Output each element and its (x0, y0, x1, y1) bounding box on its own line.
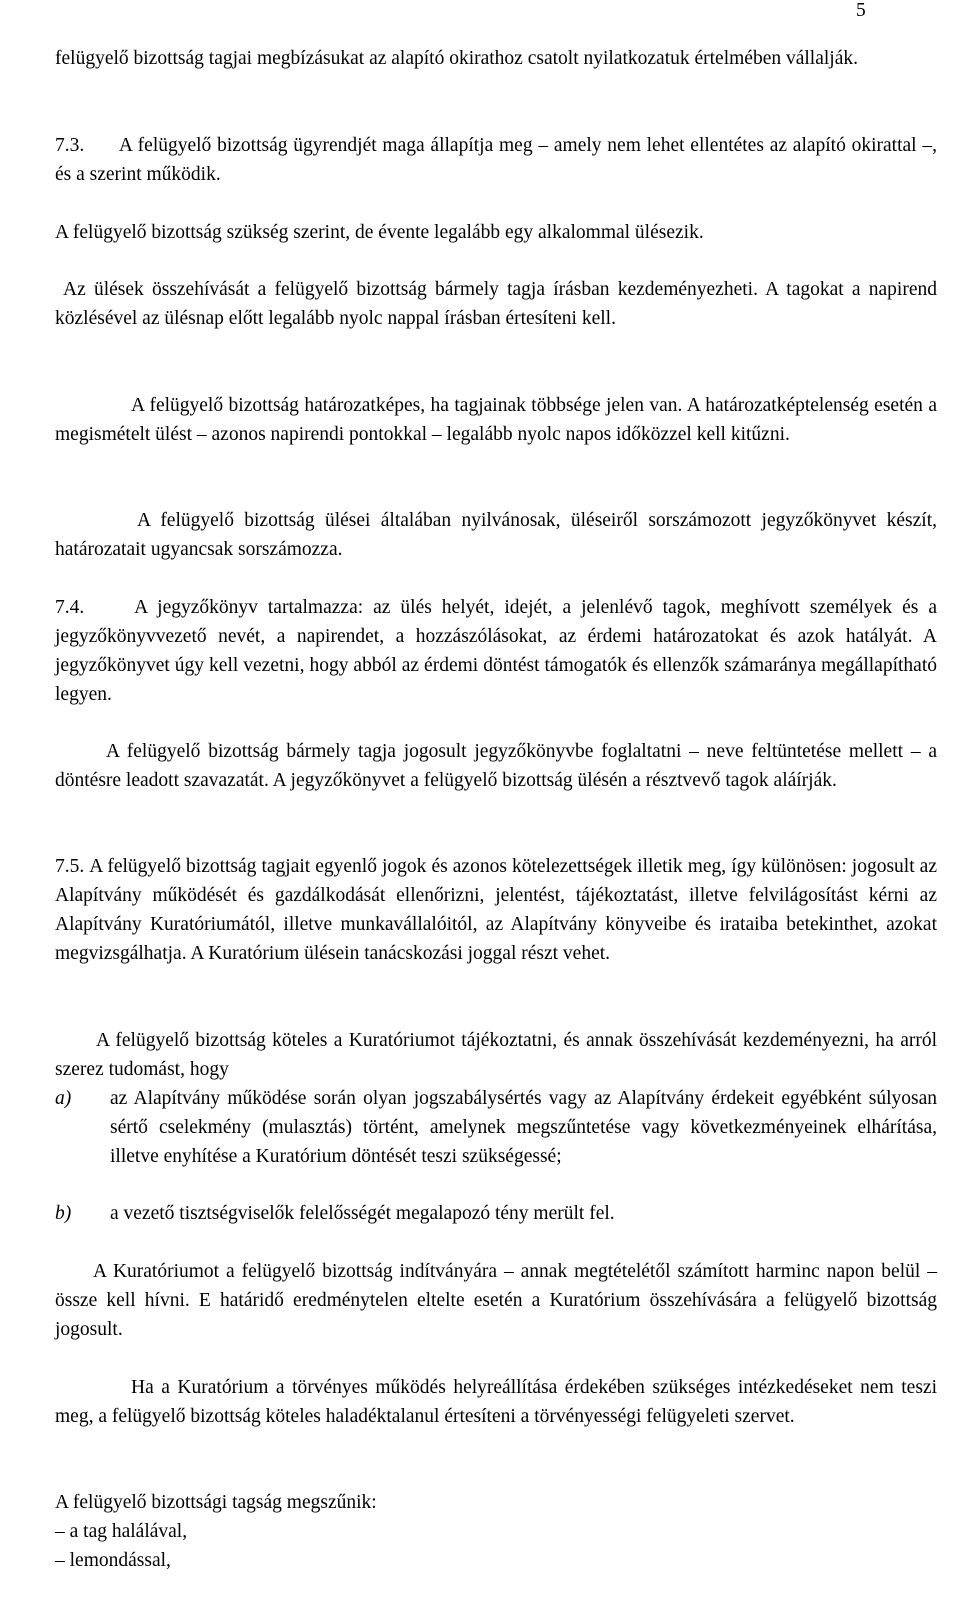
paragraph-membership: felügyelő bizottság tagjai megbízásukat az alapító okirathoz csatolt nyilatkozatuk értelmében vállalják. (55, 48, 858, 69)
section-text: A felügyelő bizottság tagjait egyenlő jogok és azonos kötelezettségek illetik meg, így különösen: jogosult az Alapítvány működését és gazdálkodását ellenőrizni, jelentést, tájékoztatást, illetve felvilágosítást kérni az Alapítvány Kuratóriumától, illetve munkavállalóitól, az Alapítvány könyveibe és irataiba betekinthet, azokat megvizsgálhatja. A Kuratórium ülésein tanácskozási joggal részt vehet. (55, 856, 937, 964)
section-7-5 (55, 852, 937, 968)
section-7-4 (55, 593, 937, 709)
dash-item-resignation: – lemondással, (55, 1550, 171, 1571)
section-text: A jegyzőkönyv tartalmazza: az ülés helyét, idejét, a jelenlévő tagok, meghívott személyek és a jegyzőkönyvvezető nevét, a napirendet, a hozzászólásokat, az érdemi határozatokat és azok hatályát. A jegyzőkönyvet úgy kell vezetni, hogy abból az érdemi döntést támogatók és ellenzők számaránya megállapítható legyen. (55, 597, 937, 705)
list-marker: a) (55, 1088, 72, 1109)
paragraph-meetings: A felügyelő bizottság szükség szerint, de évente legalább egy alkalommal ülésezik. (55, 222, 704, 243)
list-item-b (55, 1199, 937, 1228)
section-7-3 (55, 131, 937, 189)
paragraph-minutes-vote: A felügyelő bizottság bármely tagja jogosult jegyzőkönyvbe foglaltatni – neve feltüntetése mellett – a döntésre leadott szavazatát. A jegyzőkönyvet a felügyelő bizottság ülésén a résztvevő tagok aláírják. (55, 741, 937, 791)
section-number: 7.4. (55, 597, 85, 618)
paragraph-convening: Az ülések összehívását a felügyelő bizottság bármely tagja írásban kezdeményezheti. A tagokat a napirend közlésével az ülésnap előtt legalább nyolc nappal írásban értesíteni kell. (55, 279, 937, 329)
section-number: 7.5. (55, 856, 85, 877)
paragraph-publicity: A felügyelő bizottság ülései általában nyilvánosak, üléseiről sorszámozott jegyzőkönyvet készít, határozatait ugyancsak sorszámozza. (55, 510, 937, 560)
paragraph-quorum: A felügyelő bizottság határozatképes, ha tagjainak többsége jelen van. A határozatképtelenség esetén a megismételt ülést – azonos napirendi pontokkal – legalább nyolc napos időközzel kell kitűzni. (55, 395, 937, 445)
list-text: a vezető tisztségviselők felelősségét megalapozó tény merült fel. (110, 1203, 615, 1224)
paragraph-legal-supervision: Ha a Kuratórium a törvényes működés helyreállítása érdekében szükséges intézkedéseket nem teszi meg, a felügyelő bizottság köteles haladéktalanul értesíteni a törvényességi felügyeleti szervet. (55, 1377, 937, 1427)
section-number: 7.3. (55, 135, 85, 156)
list-item-a (55, 1084, 937, 1171)
list-marker: b) (55, 1203, 72, 1224)
section-text: A felügyelő bizottság ügyrendjét maga állapítja meg – amely nem lehet ellentétes az alapító okirattal –, és a szerint működik. (55, 135, 937, 185)
paragraph-convene-deadline: A Kuratóriumot a felügyelő bizottság indítványára – annak megtételétől számított harminc napon belül – össze kell hívni. E határidő eredménytelen eltelte esetén a Kuratórium összehívására a felügyelő bizottság jogosult. (55, 1261, 937, 1340)
paragraph-termination: A felügyelő bizottsági tagság megszűnik: (55, 1492, 377, 1513)
list-text: az Alapítvány működése során olyan jogszabálysértés vagy az Alapítvány érdekeit egyébként súlyosan sértő cselekmény (mulasztás) történt, amelynek megszűntetése vagy következményeinek elhárítása, illetve enyhítése a Kuratórium döntését teszi szükségessé; (110, 1088, 937, 1167)
dash-item-death: – a tag halálával, (55, 1521, 188, 1542)
paragraph-inform-board: A felügyelő bizottság köteles a Kuratóriumot tájékoztatni, és annak összehívását kezdeményezni, ha arról szerez tudomást, hogy (55, 1030, 937, 1080)
page-number: 5 (856, 0, 866, 21)
